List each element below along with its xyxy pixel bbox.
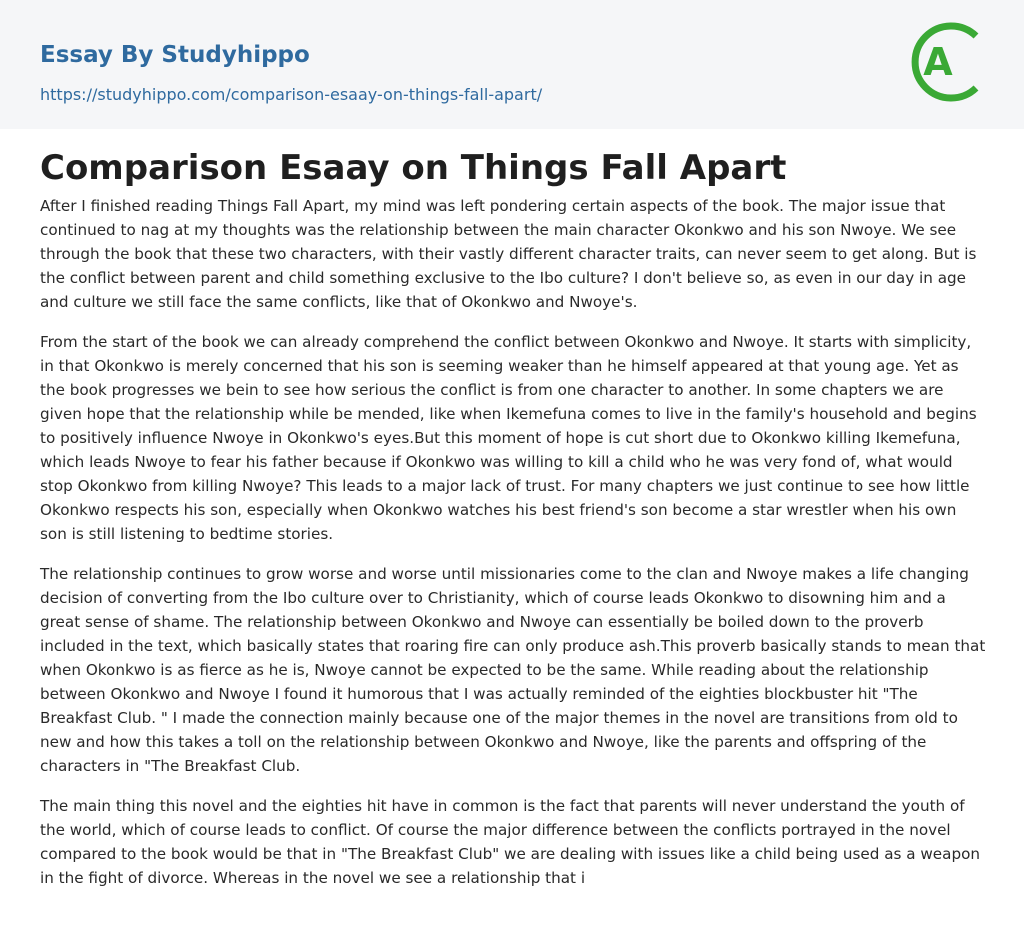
essay-title: Comparison Esaay on Things Fall Apart bbox=[40, 148, 787, 188]
site-header bbox=[0, 0, 1024, 129]
studyhippo-logo-icon[interactable] bbox=[908, 18, 992, 106]
source-url-link[interactable]: https://studyhippo.com/comparison-esaay-on-things-fall-apart/ bbox=[40, 85, 543, 104]
essay-paragraph: From the start of the book we can already comprehend the conflict between Okonkwo and Nwoye. It starts with simplicity, in that Okonkwo is merely concerned that his son is seeming weaker than he himself appeared at that young age. Yet as the book progresses we bein to see how serious the conflict is from one character to another. In some chapters we are given hope that the relationship while be mended, like when Ikemefuna comes to live in the family's household and begins to positively influence Nwoye in Okonkwo's eyes.But this moment of hope is cut short due to Okonkwo killing Ikemefuna, which leads Nwoye to fear his father because if Okonkwo was willing to kill a child who he was very fond of, what would stop Okonkwo from killing Nwoye? This leads to a major lack of trust. For many chapters we just continue to see how little Okonkwo respects his son, especially when Okonkwo watches his best friend's son become a star wrestler when his own son is still listening to bedtime stories. bbox=[40, 333, 977, 543]
essay-paragraph: The relationship continues to grow worse and worse until missionaries come to the clan and Nwoye makes a life changing decision of converting from the Ibo culture over to Christianity, which of course leads Okonkwo to disowning him and a great sense of shame. The relationship between Okonkwo and Nwoye can essentially be boiled down to the proverb included in the text, which basically states that roaring fire can only produce ash.This proverb basically stands to mean that when Okonkwo is as fierce as he is, Nwoye cannot be expected to be the same. While reading about the relationship between Okonkwo and Nwoye I found it humorous that I was actually reminded of the eighties blockbuster hit "The Breakfast Club. " I made the connection mainly because one of the major themes in the novel are transitions from old to new and how this takes a toll on the relationship between Okonkwo and Nwoye, like the parents and offspring of the characters in "The Breakfast Club. bbox=[40, 565, 986, 775]
essay-body bbox=[40, 194, 986, 906]
site-brand[interactable]: Essay By Studyhippo bbox=[40, 42, 310, 68]
essay-paragraph: The main thing this novel and the eighties hit have in common is the fact that parents will never understand the youth of the world, which of course leads to conflict. Of course the major difference between the conflicts portrayed in the novel compared to the book would be that in "The Breakfast Club" we are dealing with issues like a child being used as a weapon in the fight of divorce. Whereas in the novel we see a relationship that i bbox=[40, 797, 980, 887]
essay-paragraph: After I finished reading Things Fall Apart, my mind was left pondering certain aspects of the book. The major issue that continued to nag at my thoughts was the relationship between the main character Okonkwo and his son Nwoye. We see through the book that these two characters, with their vastly different character traits, can never seem to get along. But is the conflict between parent and child something exclusive to the Ibo culture? I don't believe so, as even in our day in age and culture we still face the same conflicts, like that of Okonkwo and Nwoye's. bbox=[40, 197, 977, 311]
logo-letter: A bbox=[923, 40, 953, 84]
